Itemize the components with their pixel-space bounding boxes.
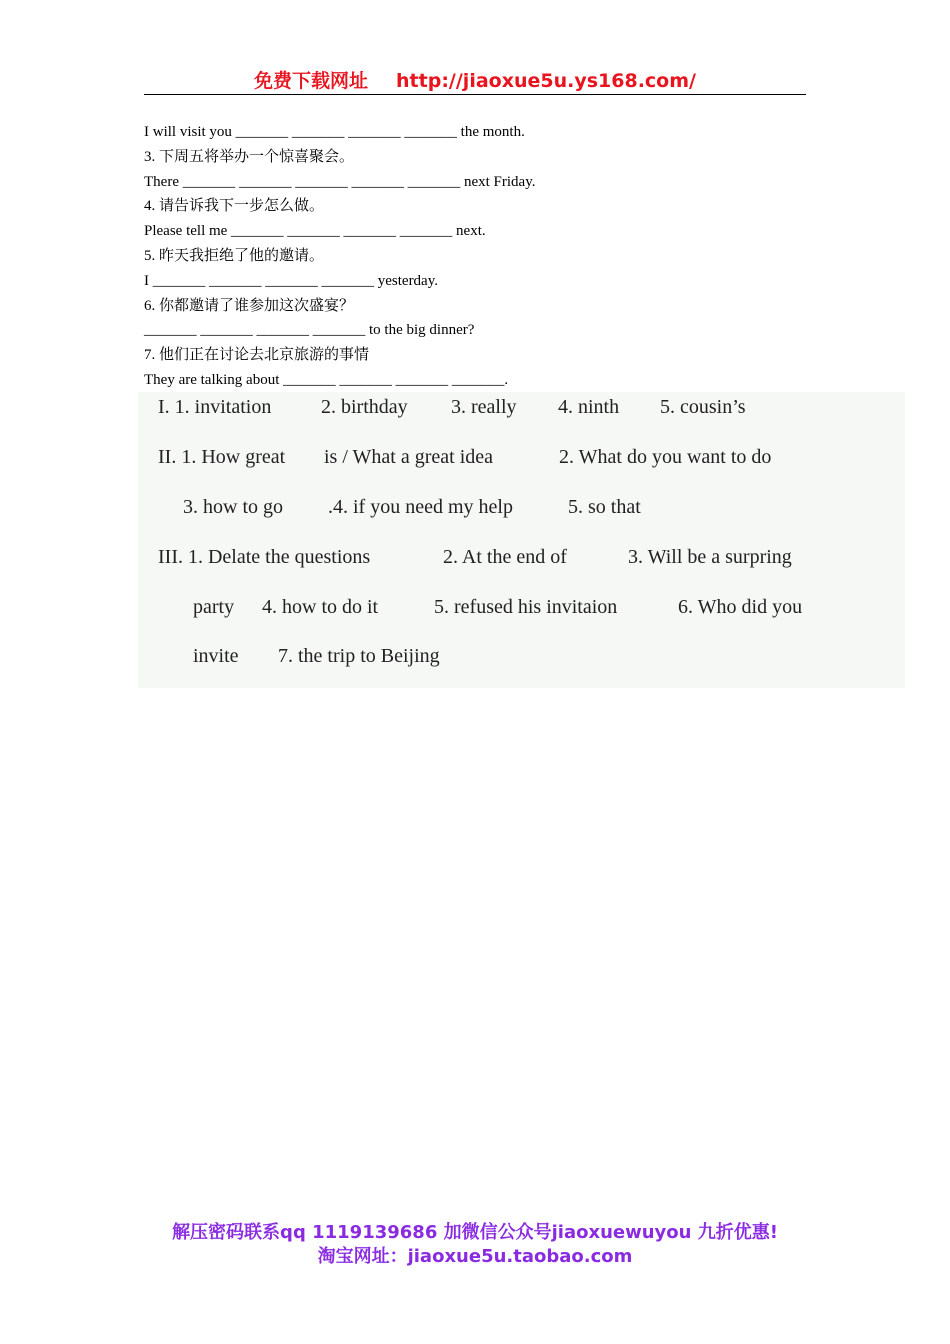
answer-item: III. 1. Delate the questions xyxy=(158,546,371,568)
exercise-line: They are talking about _______ _______ _______ _______. xyxy=(144,371,509,388)
footer-taobao-line: 淘宝网址：jiaoxue5u.taobao.com xyxy=(317,1246,633,1267)
exercise-section xyxy=(144,120,824,393)
footer-contact-line: 解压密码联系qq 1119139686 加微信公众号jiaoxuewuyou 九折优惠! xyxy=(172,1222,778,1243)
exercise-line: 7. 他们正在讨论去北京旅游的事情 xyxy=(144,347,370,364)
answer-item: is / What a great idea xyxy=(324,446,494,468)
answer-item: 5. cousin’s xyxy=(660,396,746,418)
answer-item: 5. so that xyxy=(568,496,641,518)
exercise-line: I will visit you _______ _______ _______ _______ the month. xyxy=(144,124,525,140)
answer-item: 3. Will be a surpring xyxy=(628,546,792,568)
exercise-line: 6. 你都邀请了谁参加这次盛宴？ xyxy=(144,297,355,314)
answer-item: 4. ninth xyxy=(558,396,620,418)
answer-key-image xyxy=(138,392,905,688)
answer-item: 6. Who did you xyxy=(678,596,803,618)
exercise-line: Please tell me _______ _______ _______ _______ next. xyxy=(144,223,486,240)
answer-item: 2. birthday xyxy=(321,396,408,418)
exercise-line: 5. 昨天我拒绝了他的邀请。 xyxy=(144,247,325,264)
answer-item: 2. What do you want to do xyxy=(559,446,772,468)
answer-item: invite xyxy=(193,645,239,667)
exercise-line: I _______ _______ _______ _______ yesterday. xyxy=(144,272,438,289)
answer-item: II. 1. How great xyxy=(158,446,286,468)
exercise-line: _______ _______ _______ _______ to the big dinner? xyxy=(144,322,475,339)
answer-item: 4. how to do it xyxy=(262,596,379,618)
page-header xyxy=(144,66,806,95)
answer-item: 2. At the end of xyxy=(443,546,567,568)
header-site-label: 免费下载网址 xyxy=(254,70,369,92)
answer-item: 3. how to go xyxy=(183,496,283,518)
answer-item: 7. the trip to Beijing xyxy=(278,645,440,667)
exercise-line: 3. 下周五将举办一个惊喜聚会。 xyxy=(144,148,355,165)
answer-item: 3. really xyxy=(451,396,517,418)
answer-item: I. 1. invitation xyxy=(158,396,272,418)
answer-item: 5. refused his invitaion xyxy=(434,596,618,618)
header-url-link[interactable]: http://jiaoxue5u.ys168.com/ xyxy=(396,70,696,92)
answer-item: .4. if you need my help xyxy=(328,496,513,518)
exercise-line: 4. 请告诉我下一步怎么做。 xyxy=(144,198,325,215)
answer-item: party xyxy=(193,596,235,618)
exercise-line: There _______ _______ _______ _______ _______ next Friday. xyxy=(144,173,536,190)
